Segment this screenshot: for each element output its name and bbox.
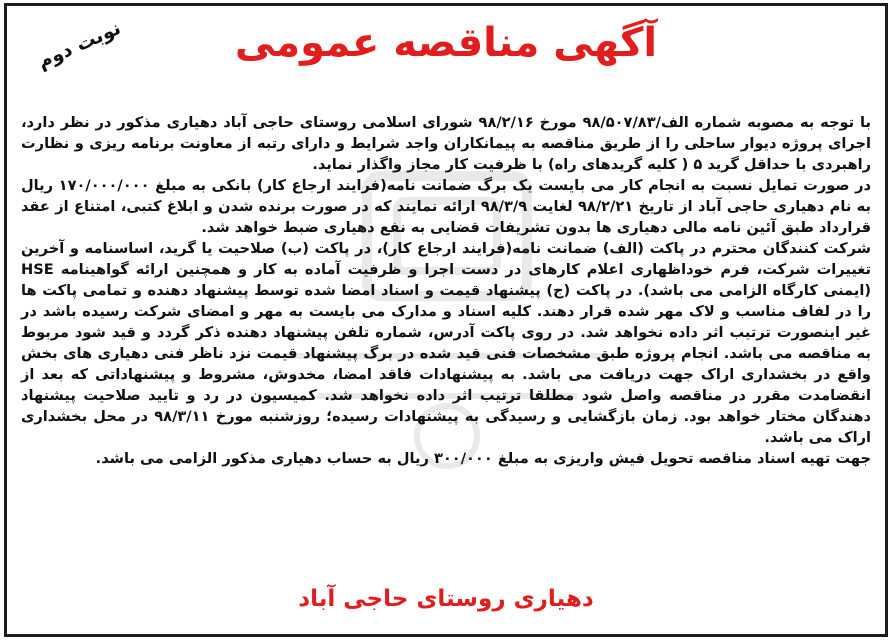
notice-paragraph: جهت تهیه اسناد مناقصه تحویل فیش واریزی به مبلغ ۳۰۰/۰۰۰ ریال به حساب دهیاری مذکور الزامی می باشد. [95, 450, 871, 467]
notice-paragraph: شرکت کنندگان محترم در پاکت (الف) ضمانت نامه(فرایند ارجاع کار)، در پاکت (ب) صلاحیت یا گرید، اساسنامه و آخرین تغییرات شرکت، فرم خوداظهاری اعلام کارهای در دست اجرا و ظرفیت آماده به کار و همچنین ارائه گواهینامه HSE (ایمنی کارگاه الزامی می باشد). در پاکت (ج) پیشنهاد قیمت و اسناد امضا شده توسط پیشنهاد دهنده و تمامی پاکت ها را در لفاف مناسب و لاک مهر شده قرار دهند. کلیه اسناد و مدارک می بایست به مهر و امضای شرکت رسیده باشد در غیر اینصورت ترتیب اثر داده نخواهد شد. در روی پاکت آدرس، شماره تلفن پیشنهاد دهنده ذکر گردد و قید شود مربوط به مناقصه می باشد. انجام پروژه طبق مشخصات فنی قید شده در برگ پیشنهاد قیمت نزد ناظر فنی دهیاری های بخش واقع در بخشداری اراک جهت دریافت می باشد. به پیشنهادات فاقد امضا، مخدوش، مشروط و پیشنهاداتی که بعد از انقضامدت مقرر در مناقصه واصل شود مطلقا ترتیب اثر داده نخواهد شد. کمیسیون در رد و تایید صلاحیت پیشنهاد دهندگان مختار خواهد بود. زمان بازگشایی و رسیدگی به پیشنهادات رسیده؛ روزشنبه مورخ ۹۸/۳/۱۱ در محل بخشداری اراک می باشد. [21, 240, 872, 446]
issuer-name: دهیاری روستای حاجی آباد [298, 586, 594, 612]
page-title: آگهی مناقصه عمومی [234, 20, 658, 66]
notice-paragraph: در صورت تمایل نسبت به انجام کار می بایست یک برگ ضمانت نامه(فرایند ارجاع کار) بانکی به مبلغ ۱۷۰/۰۰۰/۰۰۰ ریال به نام دهیاری حاجی آباد از تاریخ ۹۸/۲/۲۱ لغایت ۹۸/۳/۹ ارائه نمایند که در صورت برنده شدن و ابلاغ کتبی، امتناع از عقد قرارداد طبق آئین نامه مالی دهیاری ها بدون تشریفات قضایی به نفع دهیاری ضبط خواهد شد. [21, 177, 871, 236]
notice-frame [4, 3, 888, 637]
notice-body [21, 112, 871, 469]
round-label: نوبت دوم [34, 16, 125, 74]
notice-paragraph: با توجه به مصوبه شماره الف/۹۸/۵۰۷/۸۳ مورخ ۹۸/۲/۱۶ شورای اسلامی روستای حاجی آباد دهیاری مذکور در نظر دارد، اجرای پروژه دیوار ساحلی را از طریق مناقصه به پیمانکاران واجد شرایط و دارای رتبه از معاونت برنامه ریزی و نظارت راهبردی با حداقل گرید ۵ ( کلیه گریدهای راه) با ظرفیت کار مجاز واگذار نماید. [21, 114, 871, 173]
